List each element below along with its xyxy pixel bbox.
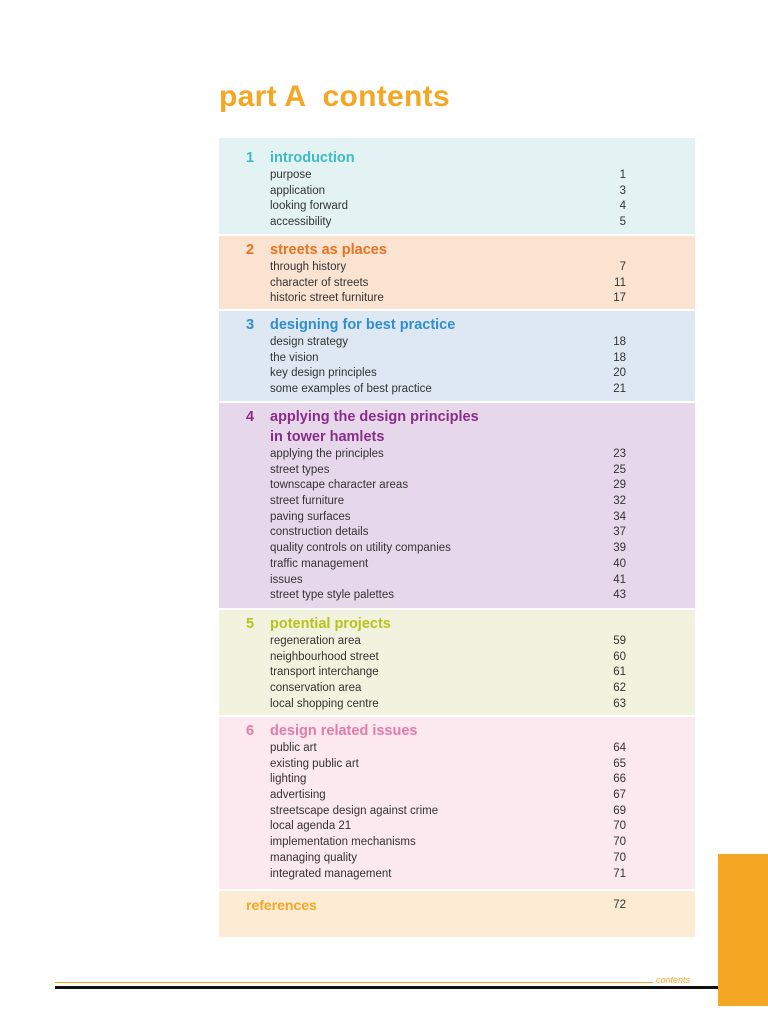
entry-page: 66 <box>613 773 626 786</box>
section-heading[interactable] <box>219 240 695 260</box>
entry-page: 17 <box>613 292 626 305</box>
entry-page: 18 <box>613 351 626 364</box>
toc-entry[interactable] <box>219 382 695 398</box>
section-title: applying the design principles <box>270 409 479 425</box>
entry-page: 37 <box>613 526 626 539</box>
section-potential-projects <box>219 610 695 717</box>
entry-label: lighting <box>270 773 307 786</box>
entry-label: paving surfaces <box>270 510 351 523</box>
entry-page: 11 <box>614 276 626 289</box>
entry-label: townscape character areas <box>270 479 409 492</box>
toc-entry[interactable] <box>219 366 695 382</box>
entry-label: local shopping centre <box>270 697 379 710</box>
table-of-contents <box>219 138 695 937</box>
references-entry[interactable] <box>219 894 695 916</box>
entry-page: 4 <box>619 200 626 213</box>
toc-entry[interactable] <box>219 697 695 713</box>
entry-label: street types <box>270 463 330 476</box>
toc-entry[interactable] <box>219 588 695 604</box>
entry-label: quality controls on utility companies <box>270 542 451 555</box>
footer-rule-thick <box>55 986 718 989</box>
entry-label: public art <box>270 742 317 754</box>
entry-label: the vision <box>270 351 319 364</box>
entry-page: 67 <box>613 789 626 802</box>
entry-label: construction details <box>270 526 369 539</box>
toc-entry[interactable] <box>219 215 695 231</box>
entry-label: regeneration area <box>270 635 361 647</box>
entry-label: street furniture <box>270 495 345 508</box>
footer-rule-thin <box>55 982 653 983</box>
entry-page: 41 <box>613 573 626 586</box>
toc-entry[interactable] <box>219 665 695 681</box>
section-number: 5 <box>246 616 255 632</box>
entry-page: 70 <box>613 851 626 864</box>
section-title: streets as places <box>270 242 387 258</box>
entry-label: neighbourhood street <box>270 650 379 663</box>
toc-entry[interactable] <box>219 494 695 510</box>
toc-entry[interactable] <box>219 681 695 697</box>
entry-page: 18 <box>613 336 626 348</box>
section-number: 1 <box>246 150 255 166</box>
entry-page: 39 <box>613 542 626 555</box>
toc-entry[interactable] <box>219 463 695 479</box>
toc-entry[interactable] <box>219 851 695 867</box>
page-title: part A contents <box>219 80 450 113</box>
section-designing-for-best-practice <box>219 311 695 403</box>
entry-label: application <box>270 184 325 197</box>
entry-page: 34 <box>613 510 626 523</box>
entry-label: integrated management <box>270 867 392 880</box>
toc-entry[interactable] <box>219 772 695 788</box>
entry-page: 23 <box>613 448 626 460</box>
entry-label: implementation mechanisms <box>270 836 416 849</box>
section-applying-the-design-principles <box>219 403 695 610</box>
references-page: 72 <box>613 899 626 911</box>
entry-label: advertising <box>270 789 326 802</box>
entry-page: 62 <box>613 682 626 695</box>
entry-label: applying the principles <box>270 448 384 460</box>
section-introduction <box>219 138 695 236</box>
section-references <box>219 891 695 937</box>
toc-entry[interactable] <box>219 447 695 463</box>
entry-page: 25 <box>613 463 626 476</box>
entry-label: looking forward <box>270 200 348 213</box>
toc-entry[interactable] <box>219 867 695 883</box>
entry-label: some examples of best practice <box>270 383 432 396</box>
entry-label: through history <box>270 261 347 273</box>
entry-label: purpose <box>270 169 312 181</box>
section-heading[interactable] <box>219 148 695 168</box>
entry-page: 71 <box>613 867 626 880</box>
entry-page: 21 <box>613 383 626 396</box>
entry-page: 70 <box>613 820 626 833</box>
entry-label: existing public art <box>270 757 359 770</box>
toc-entry[interactable] <box>219 168 695 184</box>
entry-label: street type style palettes <box>270 589 395 602</box>
toc-entry[interactable] <box>219 804 695 820</box>
entry-page: 65 <box>613 757 626 770</box>
entry-page: 29 <box>613 479 626 492</box>
entry-page: 59 <box>613 635 626 647</box>
entry-page: 43 <box>613 589 626 602</box>
toc-entry[interactable] <box>219 741 695 757</box>
entry-label: key design principles <box>270 367 377 380</box>
toc-entry[interactable] <box>219 260 695 276</box>
entry-page: 3 <box>619 184 626 197</box>
toc-entry[interactable] <box>219 757 695 773</box>
section-number: 2 <box>246 242 255 258</box>
toc-entry[interactable] <box>219 788 695 804</box>
section-heading[interactable] <box>219 721 695 741</box>
toc-entry[interactable] <box>219 541 695 557</box>
entry-page: 69 <box>613 804 626 817</box>
toc-entry[interactable] <box>219 573 695 589</box>
section-number: 3 <box>246 317 255 333</box>
entry-label: historic street furniture <box>270 292 384 305</box>
entry-label: conservation area <box>270 682 362 695</box>
toc-entry[interactable] <box>219 199 695 215</box>
toc-entry[interactable] <box>219 819 695 835</box>
entry-page: 70 <box>613 836 626 849</box>
entry-page: 61 <box>613 666 626 679</box>
entry-label: transport interchange <box>270 666 379 679</box>
section-tab-marker <box>718 854 768 1006</box>
section-heading[interactable] <box>219 315 695 335</box>
entry-label: streetscape design against crime <box>270 804 439 817</box>
entry-label: accessibility <box>270 216 332 229</box>
entry-label: issues <box>270 573 303 586</box>
toc-entry[interactable] <box>219 525 695 541</box>
references-label: references <box>246 897 317 913</box>
entry-page: 64 <box>613 742 626 754</box>
toc-entry[interactable] <box>219 335 695 351</box>
section-number: 6 <box>246 723 255 739</box>
section-heading[interactable] <box>219 407 695 427</box>
toc-entry[interactable] <box>219 835 695 851</box>
section-heading[interactable] <box>219 614 695 634</box>
section-title: potential projects <box>270 616 391 632</box>
toc-entry[interactable] <box>219 478 695 494</box>
toc-entry[interactable] <box>219 650 695 666</box>
entry-page: 40 <box>613 557 626 570</box>
section-design-related-issues <box>219 717 695 891</box>
section-streets-as-places <box>219 236 695 311</box>
entry-page: 7 <box>619 261 626 273</box>
section-title: design related issues <box>270 723 418 739</box>
section-number: 4 <box>246 409 255 425</box>
entry-page: 60 <box>613 650 626 663</box>
section-title: designing for best practice <box>270 317 456 333</box>
toc-entry[interactable] <box>219 184 695 200</box>
entry-label: managing quality <box>270 851 357 864</box>
toc-entry[interactable] <box>219 510 695 526</box>
entry-label: traffic management <box>270 557 369 570</box>
toc-entry[interactable] <box>219 291 695 307</box>
entry-label: design strategy <box>270 336 348 348</box>
toc-entry[interactable] <box>219 557 695 573</box>
section-title-continued: in tower hamlets <box>270 429 385 445</box>
entry-page: 20 <box>613 367 626 380</box>
entry-page: 1 <box>619 169 626 181</box>
section-title: introduction <box>270 150 355 166</box>
entry-page: 5 <box>619 216 626 229</box>
entry-label: character of streets <box>270 276 369 289</box>
entry-label: local agenda 21 <box>270 820 352 833</box>
entry-page: 32 <box>613 495 626 508</box>
entry-page: 63 <box>613 697 626 710</box>
toc-entry[interactable] <box>219 351 695 367</box>
toc-entry[interactable] <box>219 276 695 292</box>
toc-entry[interactable] <box>219 634 695 650</box>
footer-label: contents <box>656 975 691 985</box>
